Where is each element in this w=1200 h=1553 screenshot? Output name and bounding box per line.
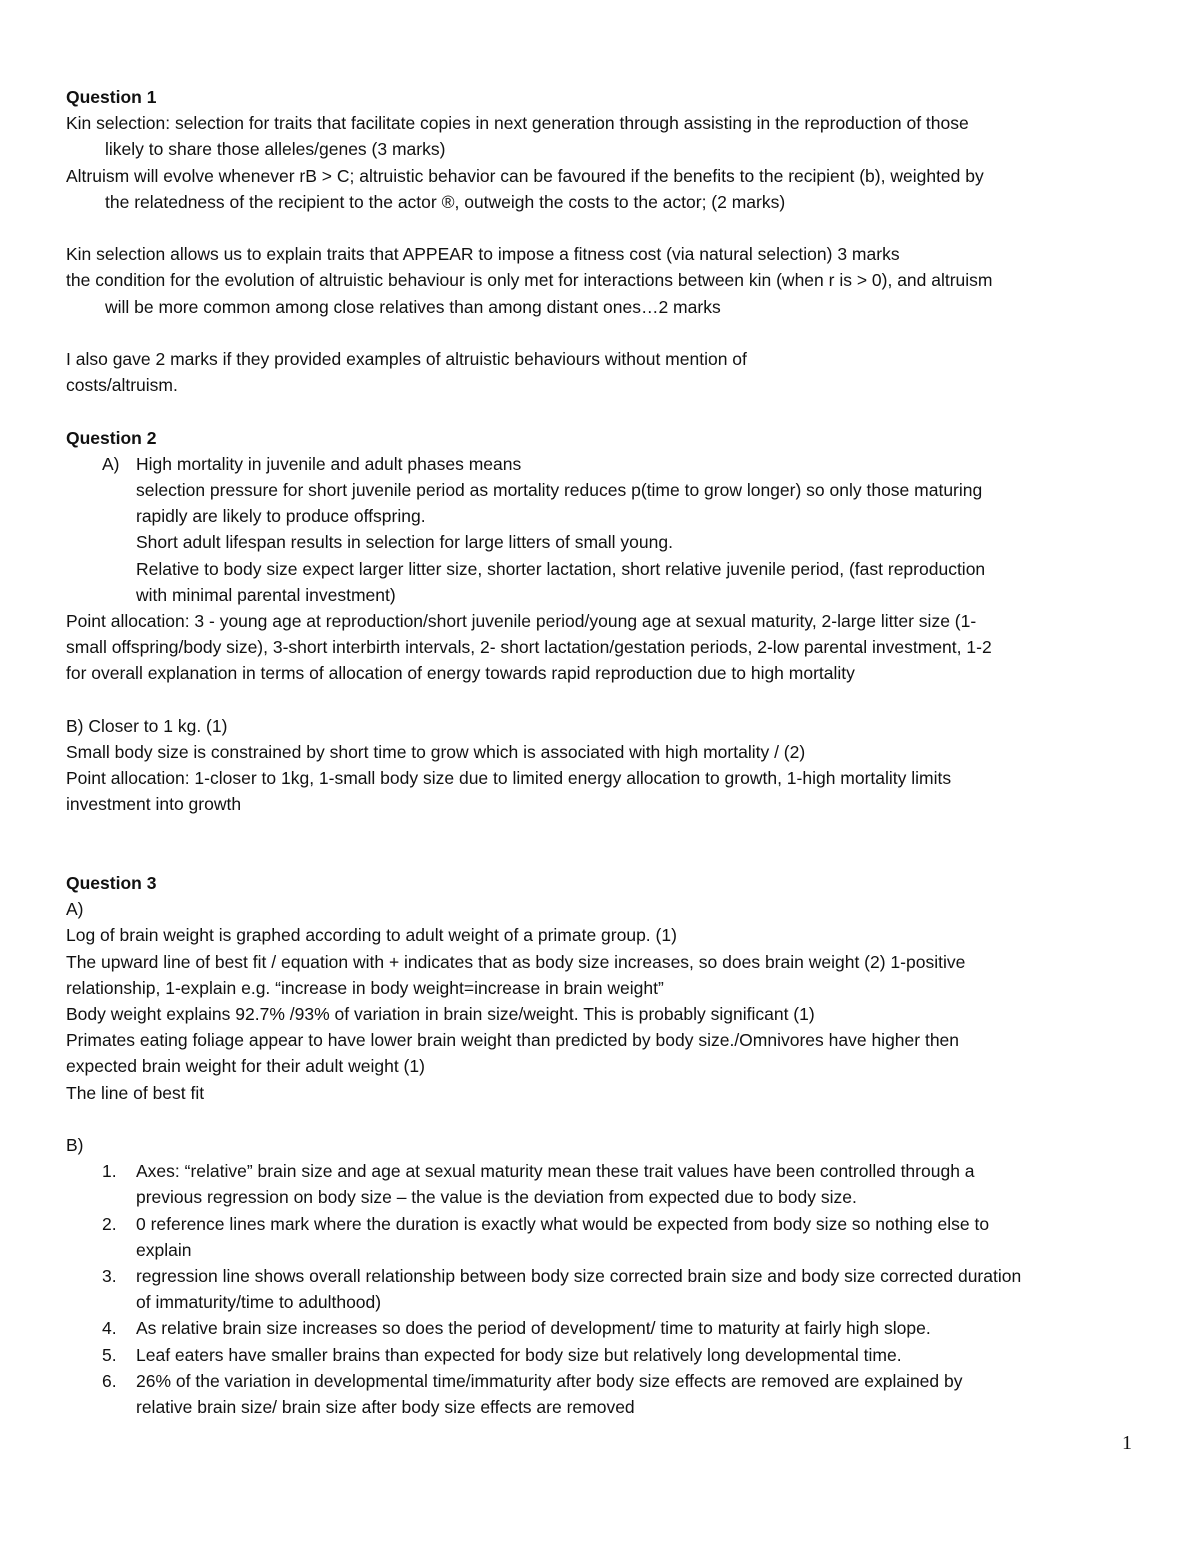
q2-part-a-line-4: Short adult lifespan results in selection for large litters of small young. [136, 532, 673, 553]
q2-part-a-line-2: selection pressure for short juvenile period as mortality reduces p(time to grow longer) so only those maturing [136, 480, 983, 500]
list-item-text: Leaf eaters have smaller brains than expected for body size but relatively long developmental time. [136, 1344, 902, 1365]
list-item-text: 0 reference lines mark where the duration is exactly what would be expected from body size so nothing else to [136, 1213, 990, 1234]
question-2-heading: Question 2 [66, 427, 157, 448]
list-item [66, 1211, 1141, 1263]
q3-part-a-line-2: The upward line of best fit / equation with + indicates that as body size increases, so does brain weight (2) 1-positive [66, 951, 966, 972]
q2-point-allocation-3: for overall explanation in terms of allocation of energy towards rapid reproduction due to high mortality [66, 663, 855, 684]
list-item-continuation: previous regression on body size – the value is the deviation from expected due to body size. [136, 1187, 857, 1208]
q2-part-b-line-3: Point allocation: 1-closer to 1kg, 1-small body size due to limited energy allocation to growth, 1-high mortality limits [66, 768, 952, 789]
list-item-text: 26% of the variation in developmental time/immaturity after body size effects are removed are explained by [136, 1370, 963, 1391]
list-item [66, 1158, 1141, 1210]
list-item-number: 2. [102, 1213, 117, 1234]
question-1-heading: Question 1 [66, 87, 157, 107]
document-page [66, 84, 1141, 1420]
question-3-heading: Question 3 [66, 873, 157, 894]
q3-part-b-label: B) [66, 1135, 84, 1156]
list-item-text: regression line shows overall relationship between body size corrected brain size and body size corrected duration [136, 1266, 1022, 1287]
q3-part-b-list [66, 1158, 1141, 1420]
q2-part-a-line-1 [66, 451, 1141, 477]
list-item-number: 6. [102, 1370, 117, 1391]
list-item-continuation: explain [136, 1239, 192, 1260]
q1-line-3: Altruism will evolve whenever rB > C; altruistic behavior can be favoured if the benefits to the recipient (b), weighted by [66, 165, 984, 186]
list-item-number: 3. [102, 1266, 117, 1287]
q1-line-8: I also gave 2 marks if they provided examples of altruistic behaviours without mention of [66, 349, 747, 369]
q3-part-a-label: A) [66, 899, 84, 920]
q3-part-a-line-1: Log of brain weight is graphed according to adult weight of a primate group. (1) [66, 925, 677, 946]
list-item [66, 1368, 1141, 1420]
q1-line-2: likely to share those alleles/genes (3 marks) [105, 139, 446, 160]
q1-line-4: the relatedness of the recipient to the actor ®, outweigh the costs to the actor; (2 marks) [105, 191, 786, 212]
q1-line-1: Kin selection: selection for traits that facilitate copies in next generation through assisting in the reproduction of those [66, 113, 969, 134]
list-item-number: 5. [102, 1344, 117, 1365]
list-item-text: As relative brain size increases so does the period of development/ time to maturity at fairly high slope. [136, 1318, 931, 1339]
q2-part-b-line-2: Small body size is constrained by short time to grow which is associated with high mortality / (2) [66, 742, 806, 763]
list-item-number: 4. [102, 1318, 117, 1339]
q2-part-b-line-1: B) Closer to 1 kg. (1) [66, 715, 228, 736]
q2-part-a-line-6: with minimal parental investment) [136, 584, 396, 605]
q2-part-b-line-4: investment into growth [66, 794, 242, 815]
q2-point-allocation-2: small offspring/body size), 3-short interbirth intervals, 2- short lactation/gestation periods, 2-low parental investment, 1-2 [66, 637, 992, 658]
q2-point-allocation-1: Point allocation: 3 - young age at reproduction/short juvenile period/young age at sexual maturity, 2-large litter size (1- [66, 611, 977, 632]
q3-part-a-line-7: The line of best fit [66, 1082, 205, 1103]
q3-part-a-line-4: Body weight explains 92.7% /93% of variation in brain size/weight. This is probably significant (1) [66, 1004, 815, 1025]
q2-part-a-text-1: High mortality in juvenile and adult phases means [136, 453, 522, 474]
q1-line-7: will be more common among close relatives than among distant ones…2 marks [105, 296, 721, 317]
q1-line-5: Kin selection allows us to explain traits that APPEAR to impose a fitness cost (via natural selection) 3 marks [66, 244, 900, 265]
list-item-number: 1. [102, 1161, 117, 1182]
q2-part-a-line-5: Relative to body size expect larger litter size, shorter lactation, short relative juvenile period, (fast reproduction [136, 558, 986, 579]
page-number: 1 [1122, 1432, 1132, 1454]
q3-part-a-line-5: Primates eating foliage appear to have lower brain weight than predicted by body size./Omnivores have higher then [66, 1030, 960, 1051]
q2-part-a-line-3: rapidly are likely to produce offspring. [136, 506, 426, 527]
list-item-continuation: of immaturity/time to adulthood) [136, 1292, 382, 1313]
q1-line-9: costs/altruism. [66, 375, 178, 396]
q1-line-6: the condition for the evolution of altruistic behaviour is only met for interactions between kin (when r is > 0), and altruism [66, 270, 993, 291]
list-item [66, 1263, 1141, 1315]
q3-part-a-line-6: expected brain weight for their adult weight (1) [66, 1056, 425, 1077]
list-item-text: Axes: “relative” brain size and age at sexual maturity mean these trait values have been controlled through a [136, 1161, 975, 1182]
list-item-continuation: relative brain size/ brain size after body size effects are removed [136, 1397, 635, 1418]
q3-part-a-line-3: relationship, 1-explain e.g. “increase in body weight=increase in brain weight” [66, 977, 664, 998]
list-item [66, 1315, 1141, 1341]
q2-part-a-label: A) [102, 453, 120, 474]
list-item [66, 1342, 1141, 1368]
